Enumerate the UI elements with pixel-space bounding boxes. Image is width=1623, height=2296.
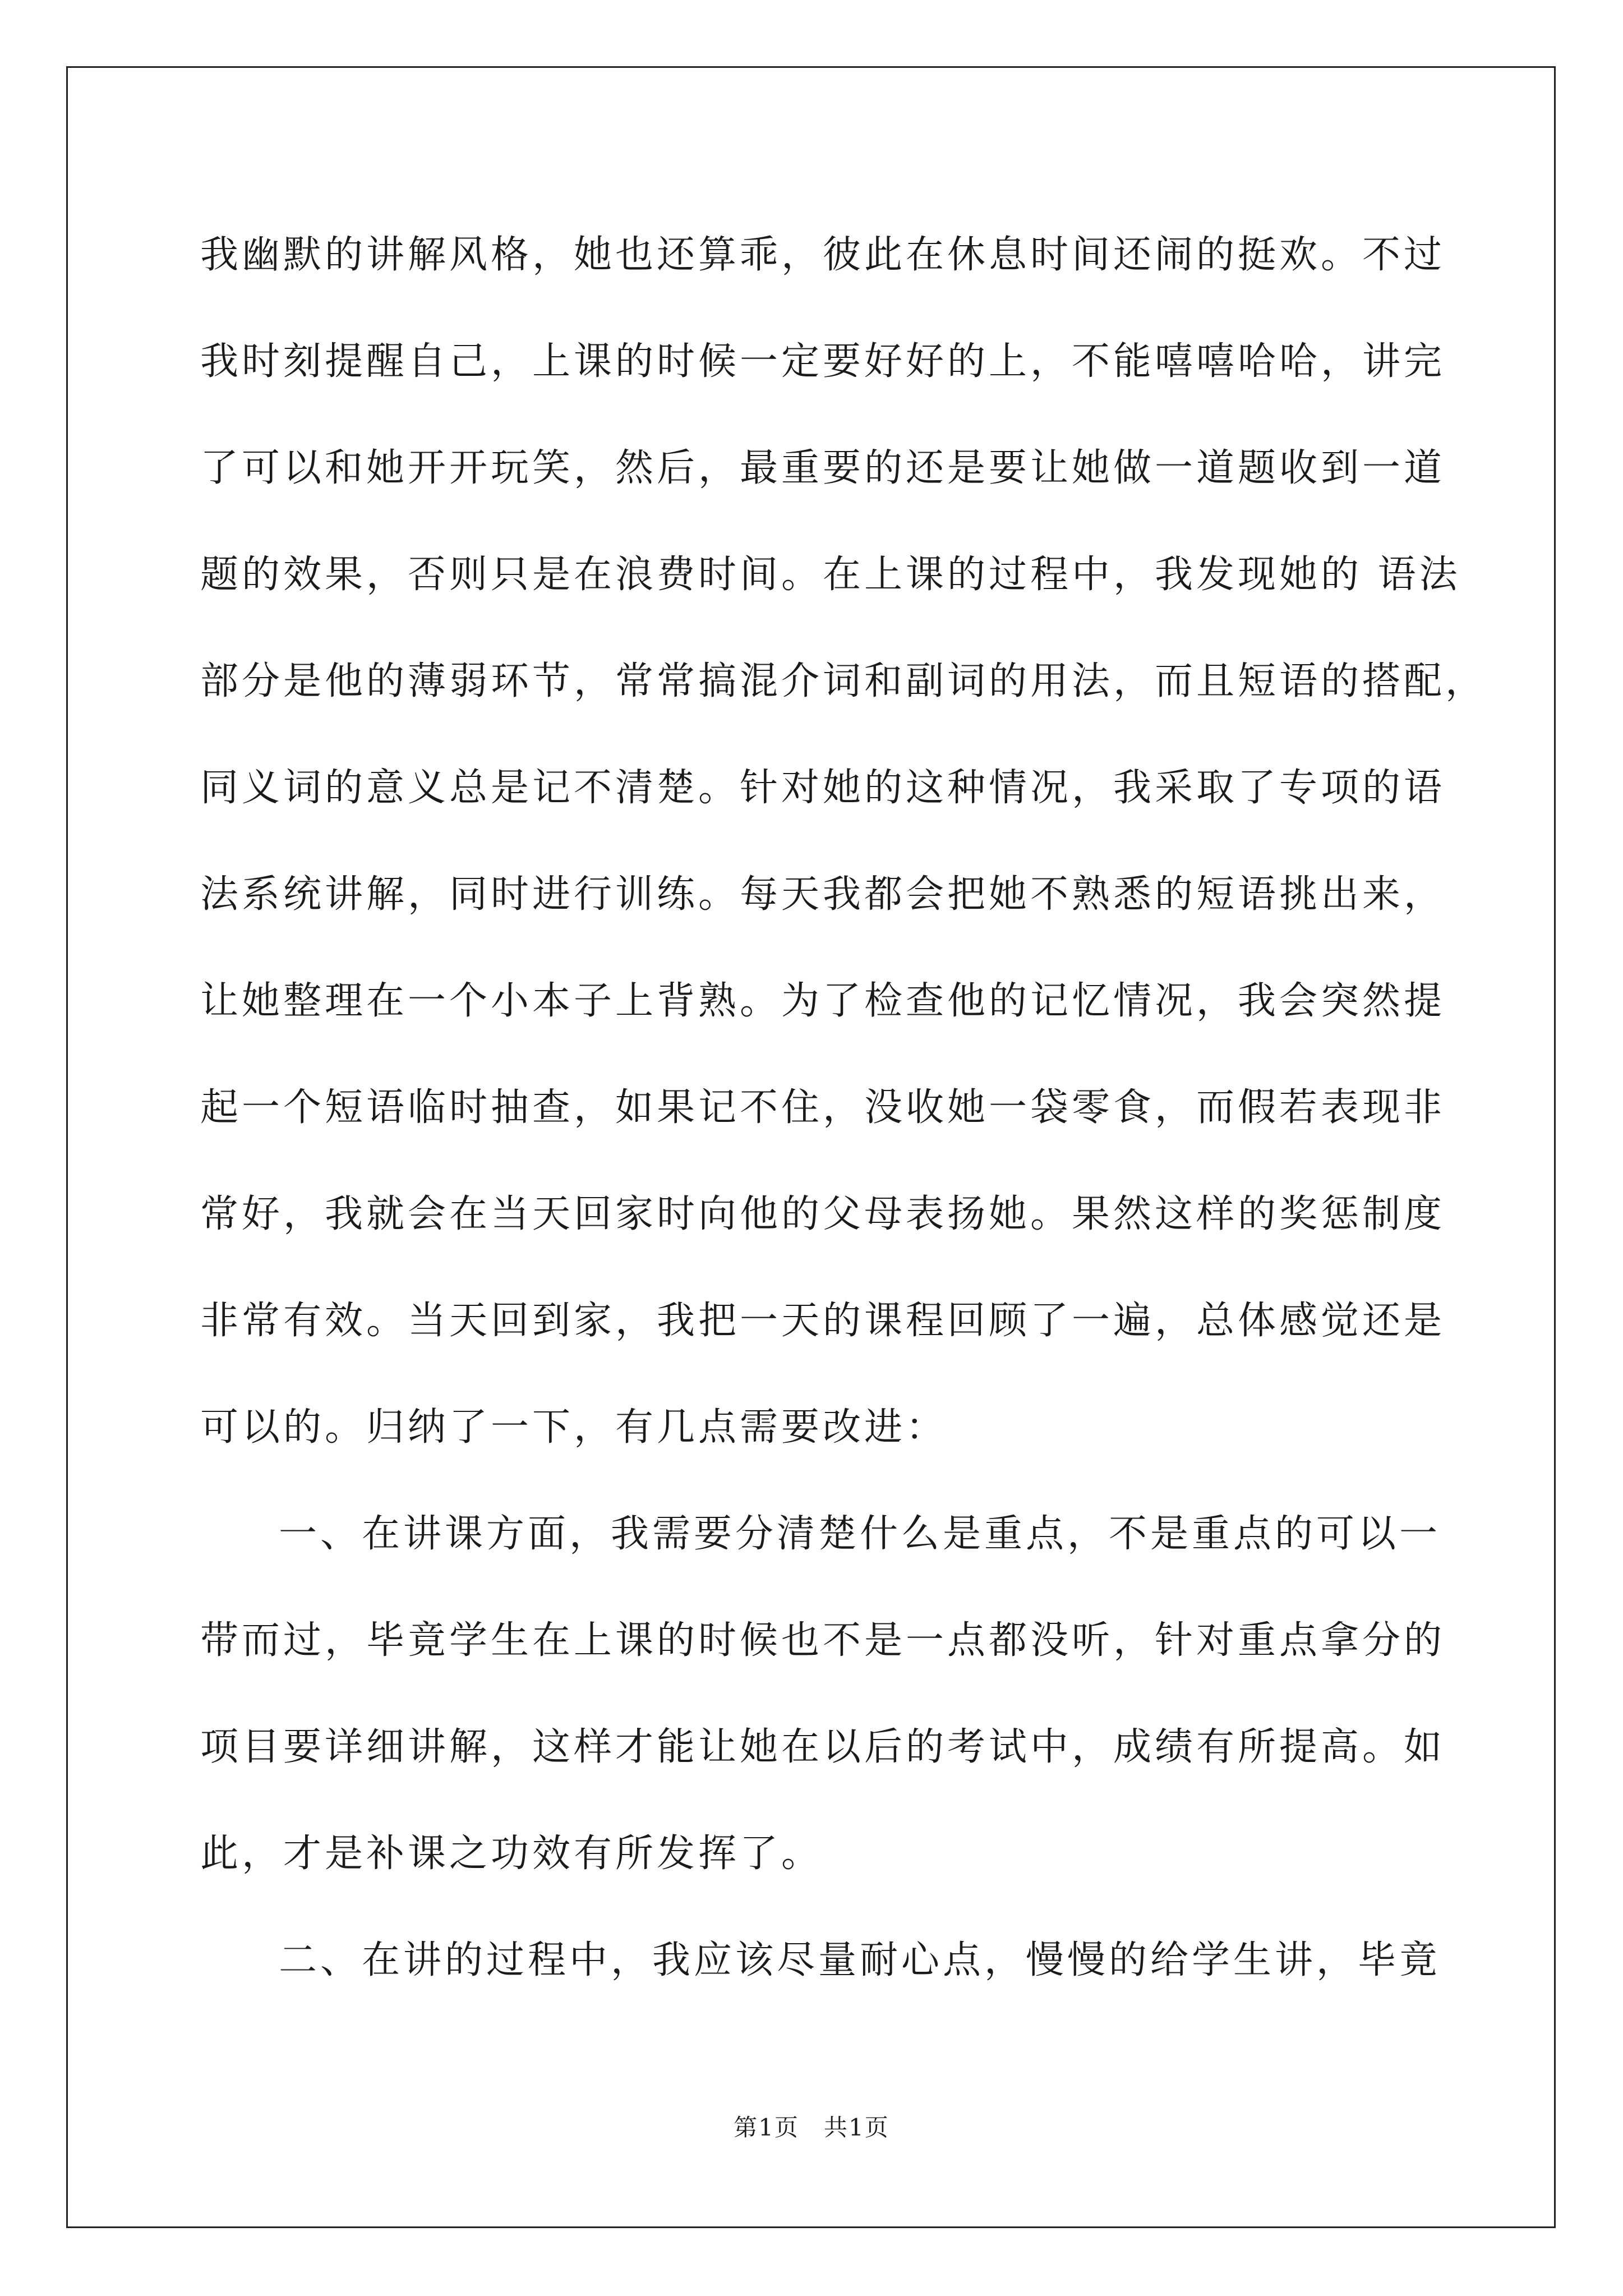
text-line: 我时刻提醒自己，上课的时候一定要好好的上，不能嘻嘻哈哈，讲完: [200, 339, 1446, 384]
text-line: 部分是他的薄弱环节，常常搞混介词和副词的用法，而且短语的搭配，: [200, 659, 1487, 703]
text-line: 可以的。归纳了一下，有几点需要改进：: [200, 1405, 948, 1450]
text-line: 起一个短语临时抽查，如果记不住，没收她一袋零食，而假若表现非: [200, 1085, 1446, 1130]
text-line: 带而过，毕竟学生在上课的时候也不是一点都没听，针对重点拿分的: [200, 1618, 1446, 1663]
page-footer: 第1页 共1页: [734, 2114, 889, 2141]
text-line: 我幽默的讲解风格，她也还算乖，彼此在休息时间还闹的挺欢。不过: [200, 233, 1446, 277]
text-line: 题的效果，否则只是在浪费时间。在上课的过程中，我发现她的 语法: [200, 553, 1461, 597]
text-line: 同义词的意义总是记不清楚。针对她的这种情况，我采取了专项的语: [200, 766, 1446, 810]
text-line: 法系统讲解，同时进行训练。每天我都会把她不熟悉的短语挑出来，: [200, 872, 1446, 917]
text-line: 非常有效。当天回到家，我把一天的课程回顾了一遍，总体感觉还是: [200, 1299, 1446, 1343]
document-body: [200, 202, 1487, 2014]
paragraph-start-line: 一、在讲课方面，我需要分清楚什么是重点，不是重点的可以一: [279, 1512, 1441, 1556]
paragraph-start-line: 二、在讲的过程中，我应该尽量耐心点，慢慢的给学生讲，毕竟: [279, 1938, 1441, 1982]
text-line: 了可以和她开开玩笑，然后，最重要的还是要让她做一道题收到一道: [200, 446, 1446, 490]
text-line: 让她整理在一个小本子上背熟。为了检查他的记忆情况，我会突然提: [200, 979, 1446, 1023]
text-line: 此，才是补课之功效有所发挥了。: [200, 1832, 823, 1876]
text-line: 项目要详细讲解，这样才能让她在以后的考试中，成绩有所提高。如: [200, 1725, 1446, 1769]
text-line: 常好，我就会在当天回家时向他的父母表扬她。果然这样的奖惩制度: [200, 1192, 1446, 1236]
